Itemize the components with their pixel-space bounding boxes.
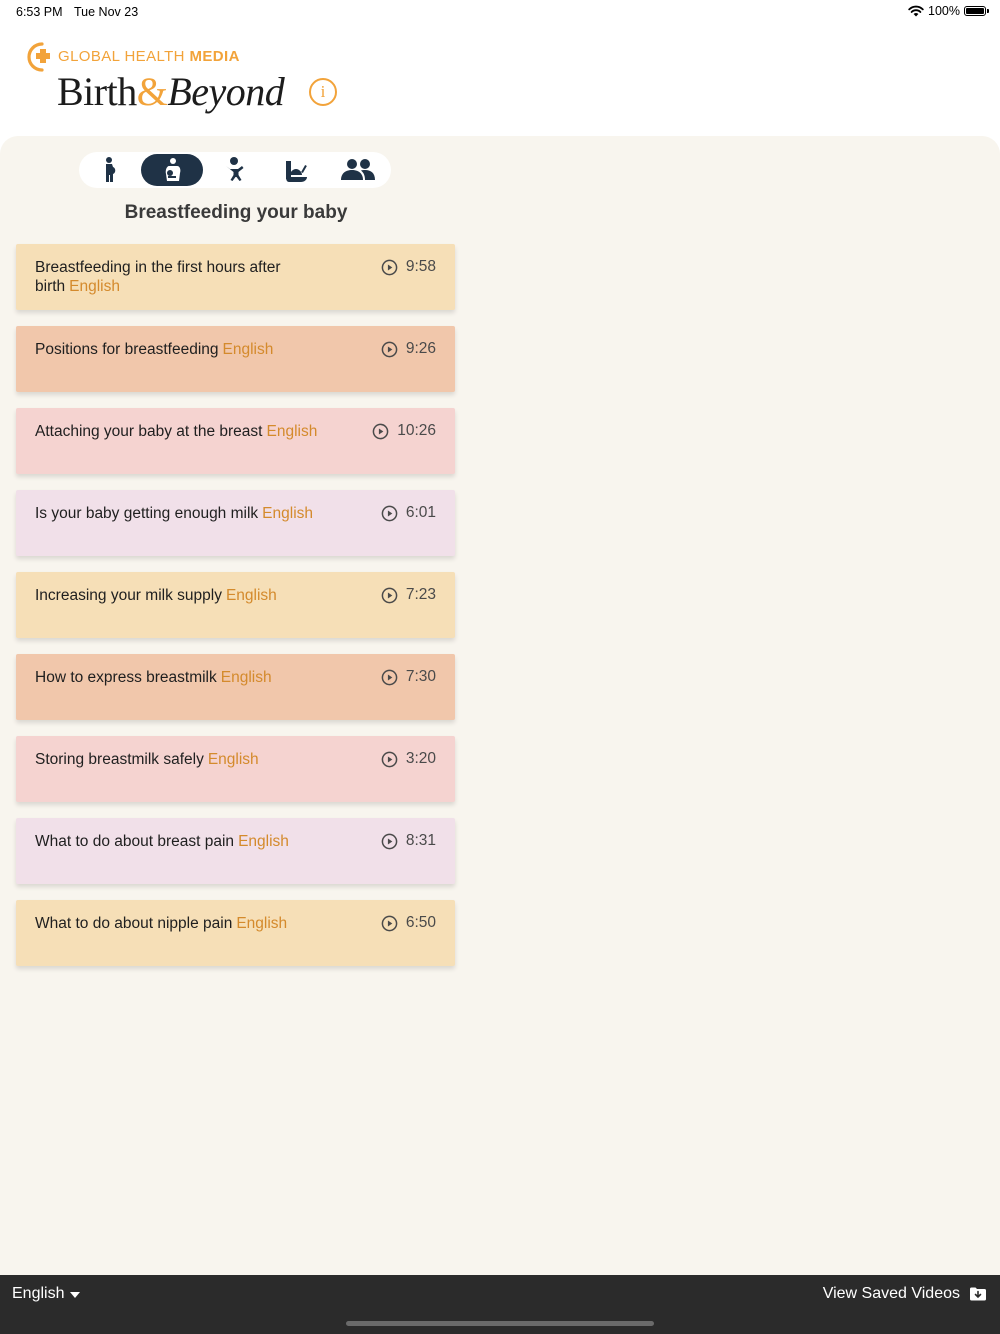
video-duration [381,750,436,768]
brand-prefix: GLOBAL HEALTH [58,48,190,65]
brand-suffix: MEDIA [189,48,240,65]
pregnancy-icon [100,156,120,184]
video-duration-text: 6:01 [405,504,436,521]
title-ampersand: & [136,69,168,114]
folder-download-icon [970,1287,986,1301]
video-item[interactable] [16,408,455,474]
play-circle-icon [381,751,398,768]
video-duration [381,668,436,686]
baby-icon [222,156,246,184]
video-title [35,832,335,851]
video-language: English [225,587,277,604]
app-header [0,24,1000,136]
status-bar [0,0,1000,24]
status-indicators [908,4,986,18]
video-duration [381,914,436,932]
video-title-text: What to do about nipple pain [35,915,233,932]
view-saved-videos-button[interactable] [823,1285,986,1303]
video-language: English [262,505,314,522]
tab-breastfeeding[interactable] [141,154,203,186]
video-title [35,914,335,933]
battery-percent: 100% [928,4,960,18]
video-duration-text: 10:26 [397,422,436,439]
video-item[interactable] [16,900,455,966]
play-circle-icon [381,587,398,604]
battery-icon [964,6,986,16]
tab-baby[interactable] [203,154,265,186]
bottom-bar [0,1275,1000,1334]
video-duration [372,422,436,440]
video-language: English [69,278,120,295]
video-title [35,422,335,441]
play-circle-icon [381,669,398,686]
main-panel [0,136,1000,1275]
tab-pregnancy[interactable] [79,154,141,186]
video-list [16,244,455,982]
breastfeeding-icon [160,157,184,183]
video-language: English [220,669,272,686]
language-selector[interactable] [12,1285,80,1303]
video-duration [381,340,436,358]
tab-nutrition[interactable] [265,154,327,186]
status-time: 6:53 PM [16,5,63,19]
video-duration-text: 3:20 [405,750,436,767]
section-title: Breastfeeding your baby [124,202,348,223]
category-tabs [79,152,391,188]
view-saved-videos-label: View Saved Videos [822,1285,960,1302]
video-duration [381,258,436,276]
video-item[interactable] [16,490,455,556]
video-title-text: How to express breastmilk [35,669,217,686]
status-date: Tue Nov 23 [74,5,139,19]
video-title [35,340,335,359]
video-title-text: Breastfeeding in the first hours after birth [35,259,281,295]
video-title-text: Increasing your milk supply [35,587,222,604]
video-duration [381,586,436,604]
play-circle-icon [381,915,398,932]
video-item[interactable] [16,326,455,392]
play-circle-icon [372,423,389,440]
video-language: English [236,915,288,932]
play-circle-icon [381,505,398,522]
video-item[interactable] [16,818,455,884]
app-title [57,68,284,115]
video-language: English [222,341,274,358]
title-beyond: Beyond [167,69,285,114]
video-language: English [207,751,259,768]
video-duration-text: 6:50 [405,914,436,931]
family-icon [340,158,376,182]
video-title [35,258,335,296]
video-duration-text: 9:26 [405,340,436,357]
home-indicator [346,1321,654,1326]
language-selector-label: English [12,1285,65,1302]
global-health-media-logo-icon [25,40,53,74]
video-item[interactable] [16,244,455,310]
video-title-text: Is your baby getting enough milk [35,505,259,522]
play-circle-icon [381,259,398,276]
video-title-text: What to do about breast pain [35,833,235,850]
food-bowl-icon [283,157,309,183]
caret-down-icon [70,1292,80,1298]
title-birth: Birth [57,69,137,114]
video-title-text: Positions for breastfeeding [35,341,219,358]
video-title [35,668,335,687]
video-duration [381,832,436,850]
video-duration [381,504,436,522]
video-title [35,750,335,769]
video-title [35,586,335,605]
info-button[interactable]: i [309,78,337,106]
video-language: English [266,423,318,440]
video-language: English [238,833,289,850]
video-item[interactable] [16,736,455,802]
video-title-text: Attaching your baby at the breast [35,423,263,440]
video-title-text: Storing breastmilk safely [35,751,204,768]
video-item[interactable] [16,572,455,638]
video-duration-text: 9:58 [405,258,436,275]
video-duration-text: 8:31 [405,832,436,849]
brand-subtitle [58,48,240,65]
wifi-icon [908,5,924,17]
video-duration-text: 7:30 [405,668,436,685]
video-duration-text: 7:23 [405,586,436,603]
play-circle-icon [381,341,398,358]
video-item[interactable] [16,654,455,720]
tab-family[interactable] [327,154,389,186]
video-title [35,504,335,523]
play-circle-icon [381,833,398,850]
